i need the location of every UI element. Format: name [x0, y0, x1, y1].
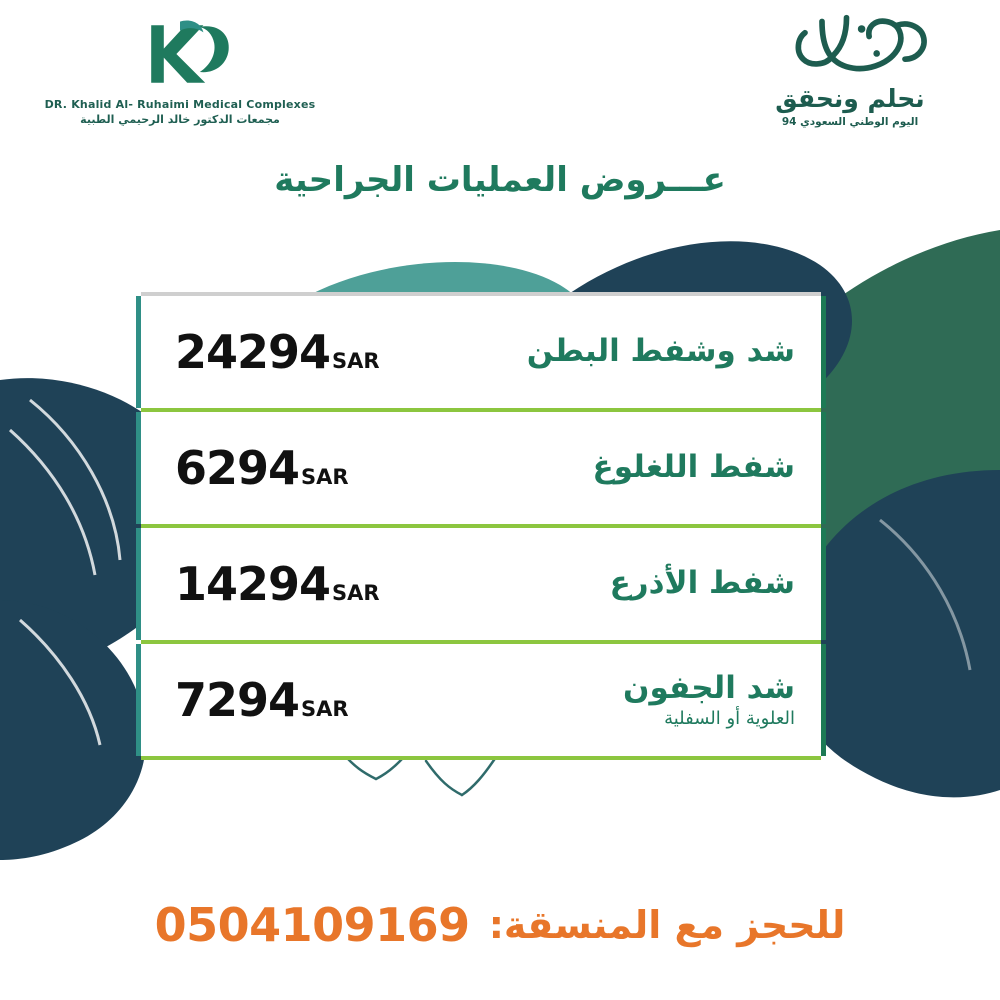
page-title: عـــروض العمليات الجراحية — [274, 160, 726, 200]
offer-note: العلوية أو السفلية — [664, 708, 795, 730]
offer-name: شد وشفط البطن — [526, 333, 795, 370]
offer-name: شفط اللغلوغ — [592, 449, 795, 486]
clinic-name-en: DR. Khalid Al- Ruhaimi Medical Complexes — [44, 98, 316, 111]
national-day-calligraphy-icon — [756, 12, 945, 78]
booking-cta-text: للحجز مع المنسقة: — [488, 903, 846, 947]
offer-currency: SAR — [332, 349, 380, 373]
offer-currency: SAR — [332, 581, 380, 605]
offer-price — [175, 441, 349, 495]
table-row — [136, 412, 826, 524]
national-day-title: نحلم ونحقق — [775, 84, 925, 113]
national-day-subtitle: اليوم الوطني السعودي 94 — [781, 116, 919, 128]
offer-amount: 6294 — [175, 441, 300, 495]
table-row — [136, 528, 826, 640]
offer-currency: SAR — [301, 697, 349, 721]
offer-price — [175, 673, 349, 727]
offer-amount: 7294 — [175, 673, 300, 727]
clinic-name-ar: مجمعات الدكتور خالد الرحيمي الطبية — [80, 113, 280, 126]
table-row — [136, 296, 826, 408]
offer-price — [175, 325, 380, 379]
offer-price — [175, 557, 380, 611]
offer-label — [593, 450, 795, 486]
booking-footer — [0, 898, 1000, 952]
offer-amount: 14294 — [175, 557, 331, 611]
table-row — [136, 644, 826, 756]
clinic-monogram-icon — [117, 18, 243, 90]
offer-label — [610, 566, 795, 602]
page-header — [0, 0, 1000, 150]
national-day-logo — [740, 12, 960, 128]
offer-amount: 24294 — [175, 325, 331, 379]
offer-label — [623, 671, 795, 730]
offer-currency: SAR — [301, 465, 349, 489]
offer-name: شفط الأذرع — [609, 565, 795, 602]
offers-table — [136, 296, 826, 756]
offer-label — [527, 334, 795, 370]
offer-name: شد الجفون — [623, 669, 795, 706]
clinic-logo — [40, 18, 320, 126]
booking-phone-number[interactable]: 0504109169 — [154, 898, 470, 952]
